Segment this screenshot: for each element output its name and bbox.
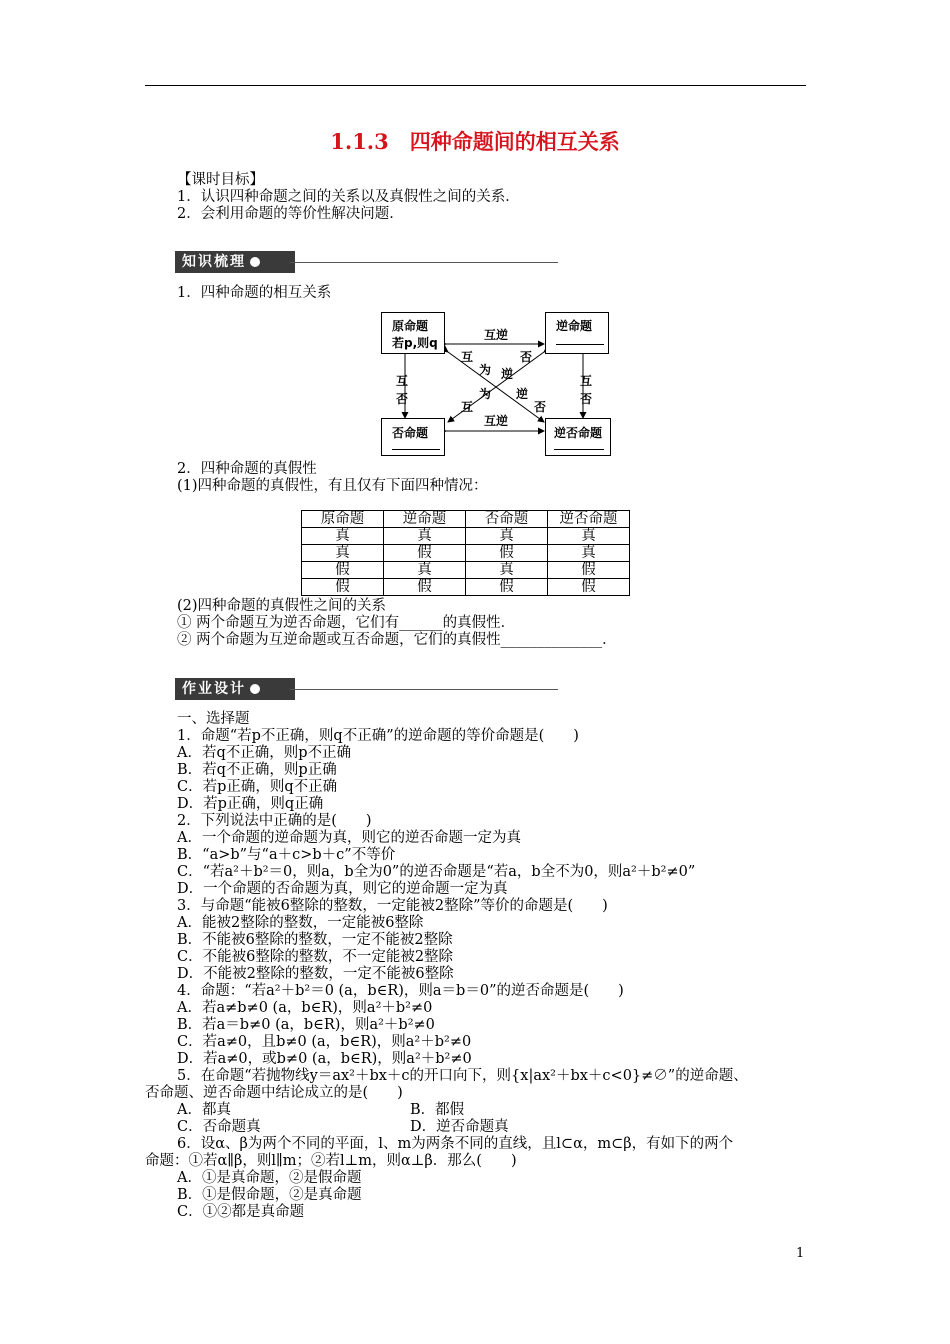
homework-list	[177, 711, 748, 1085]
q6-line: C．①②都是真命题	[177, 1204, 305, 1220]
list-item: D．不能被2整除的整数，一定不能被6整除	[177, 966, 454, 982]
goal-item: 1．认识四种命题之间的关系以及真假性之间的关系．	[177, 189, 520, 205]
q5-option-a: A．都真	[177, 1102, 231, 1118]
label-diag1-4: 否	[520, 350, 533, 364]
list-item: 5．在命题“若抛物线y＝ax²＋bx＋c的开口向下，则{x|ax²＋bx＋c<0}≠∅”的逆命题、	[177, 1068, 748, 1084]
box-inverse-label: 否命题	[392, 426, 429, 440]
label-diag1-2: 为	[479, 363, 492, 377]
table-cell: 假	[466, 579, 548, 596]
table-header: 否命题	[466, 511, 548, 528]
label-diag1-1: 互	[461, 350, 474, 364]
table-cell: 真	[548, 545, 630, 562]
table-cell: 真	[548, 528, 630, 545]
list-item: B．若a＝b≠0 (a，b∈R)，则a²＋b²≠0	[177, 1017, 435, 1033]
item1-heading: 1．四种命题的相互关系	[177, 285, 332, 301]
list-item: B．不能被6整除的整数，一定不能被2整除	[177, 932, 453, 948]
q6-line: A．①是真命题，②是假命题	[177, 1170, 362, 1186]
box-original	[381, 312, 445, 354]
banner-rule	[290, 262, 558, 263]
page-number: 1	[796, 1246, 805, 1261]
list-item: B．“a>b”与“a＋c>b＋c”不等价	[177, 847, 396, 863]
table-header: 原命题	[302, 511, 384, 528]
bullet-icon	[250, 684, 260, 694]
q5-option-c: C．否命题真	[177, 1119, 261, 1135]
label-right-2: 否	[580, 392, 593, 406]
header-rule	[145, 85, 806, 86]
table-cell: 真	[384, 528, 466, 545]
label-diag2-2: 为	[479, 387, 492, 401]
table-cell: 假	[548, 579, 630, 596]
section-banner-homework	[175, 678, 295, 700]
list-item: A．一个命题的逆命题为真，则它的逆否命题一定为真	[177, 830, 521, 846]
table-row	[302, 579, 630, 596]
label-diag1-3: 逆	[501, 367, 514, 381]
fill-blank-2: ② 两个命题为互逆命题或互否命题，它们的真假性______________．	[177, 632, 617, 648]
banner-label: 知识梳理	[182, 254, 246, 270]
goal-item: 2．会利用命题的等价性解决问题．	[177, 206, 404, 222]
table-cell: 假	[548, 562, 630, 579]
box-contrapositive-label: 逆否命题	[554, 426, 603, 440]
q5-option-b: B．都假	[410, 1102, 465, 1118]
box-converse-label: 逆命题	[556, 319, 593, 333]
table-header: 逆否命题	[548, 511, 630, 528]
page-title: 1.1.3 四种命题间的相互关系	[330, 129, 620, 154]
label-top: 互逆	[484, 328, 509, 342]
goals-heading: 【课时目标】	[177, 172, 264, 188]
table-cell: 真	[466, 528, 548, 545]
label-bottom: 互逆	[484, 414, 509, 428]
blank-line	[392, 449, 440, 450]
list-item: A．若a≠b≠0 (a，b∈R)，则a²＋b²≠0	[177, 1000, 433, 1016]
list-item: 否命题、逆否命题中结论成立的是( )	[145, 1085, 403, 1101]
list-item: D．若a≠0，或b≠0 (a，b∈R)，则a²＋b²≠0	[177, 1051, 472, 1067]
q5-option-d: D．逆否命题真	[410, 1119, 509, 1135]
table-cell: 真	[384, 562, 466, 579]
list-item: A．若q不正确，则p不正确	[177, 745, 352, 761]
table-cell: 真	[466, 562, 548, 579]
q6-line: 6．设α、β为两个不同的平面，l、m为两条不同的直线，且l⊂α，m⊂β，有如下的两个	[177, 1136, 734, 1152]
table-row	[302, 528, 630, 545]
box-inverse	[381, 418, 445, 456]
label-right-1: 互	[580, 374, 593, 388]
table-cell: 假	[302, 579, 384, 596]
label-left-1: 互	[396, 374, 409, 388]
label-diag2-1: 互	[461, 400, 474, 414]
bullet-icon	[250, 257, 260, 267]
q6-line: 命题：①若α∥β，则l∥m；②若l⊥m，则α⊥β．那么( )	[145, 1153, 517, 1169]
item2-2: (2)四种命题的真假性之间的关系	[177, 598, 387, 614]
blank-line	[554, 449, 604, 450]
banner-rule	[290, 689, 558, 690]
table-cell: 假	[302, 562, 384, 579]
q6-line: B．①是假命题，②是真命题	[177, 1187, 362, 1203]
list-item: 3．与命题“能被6整除的整数，一定能被2整除”等价的命题是( )	[177, 898, 608, 914]
list-item: A．能被2整除的整数，一定能被6整除	[177, 915, 424, 931]
blank-line	[556, 344, 604, 345]
list-item: 2．下列说法中正确的是( )	[177, 813, 372, 829]
table-header-row	[302, 511, 630, 528]
table-cell: 假	[384, 579, 466, 596]
box-converse	[545, 312, 609, 354]
table-cell: 假	[466, 545, 548, 562]
label-diag2-3: 逆	[516, 387, 529, 401]
box-original-line1: 原命题	[392, 319, 429, 333]
truth-table	[301, 510, 630, 596]
list-item: 1．命题“若p不正确，则q不正确”的逆命题的等价命题是( )	[177, 728, 579, 744]
list-item: C．若a≠0，且b≠0 (a，b∈R)，则a²＋b²≠0	[177, 1034, 472, 1050]
item2-heading: 2．四种命题的真假性	[177, 461, 317, 477]
fill-blank-1: ① 两个命题互为逆否命题，它们有______的真假性．	[177, 615, 516, 631]
list-item: 一、选择题	[177, 711, 250, 727]
box-contrapositive	[545, 418, 611, 456]
list-item: C．若p正确，则q不正确	[177, 779, 338, 795]
list-item: D．若p正确，则q正确	[177, 796, 324, 812]
table-header: 逆命题	[384, 511, 466, 528]
list-item: D．一个命题的否命题为真，则它的逆命题一定为真	[177, 881, 508, 897]
section-banner-knowledge	[175, 251, 295, 273]
table-cell: 真	[302, 545, 384, 562]
list-item: C．“若a²＋b²＝0，则a，b全为0”的逆否命题是“若a，b全不为0，则a²＋b²≠0”	[177, 864, 696, 880]
list-item: C．不能被6整除的整数，不一定能被2整除	[177, 949, 454, 965]
table-row	[302, 562, 630, 579]
list-item: 4．命题：“若a²＋b²＝0 (a，b∈R)，则a＝b＝0”的逆否命题是( )	[177, 983, 624, 999]
label-left-2: 否	[396, 392, 409, 406]
table-row	[302, 545, 630, 562]
box-original-line2: 若p,则q	[392, 336, 438, 350]
table-cell: 真	[302, 528, 384, 545]
list-item: B．若q不正确，则p正确	[177, 762, 337, 778]
item2-1: (1)四种命题的真假性，有且仅有下面四种情况：	[177, 478, 488, 494]
banner-label: 作业设计	[182, 681, 246, 697]
table-cell: 假	[384, 545, 466, 562]
label-diag2-4: 否	[534, 400, 547, 414]
